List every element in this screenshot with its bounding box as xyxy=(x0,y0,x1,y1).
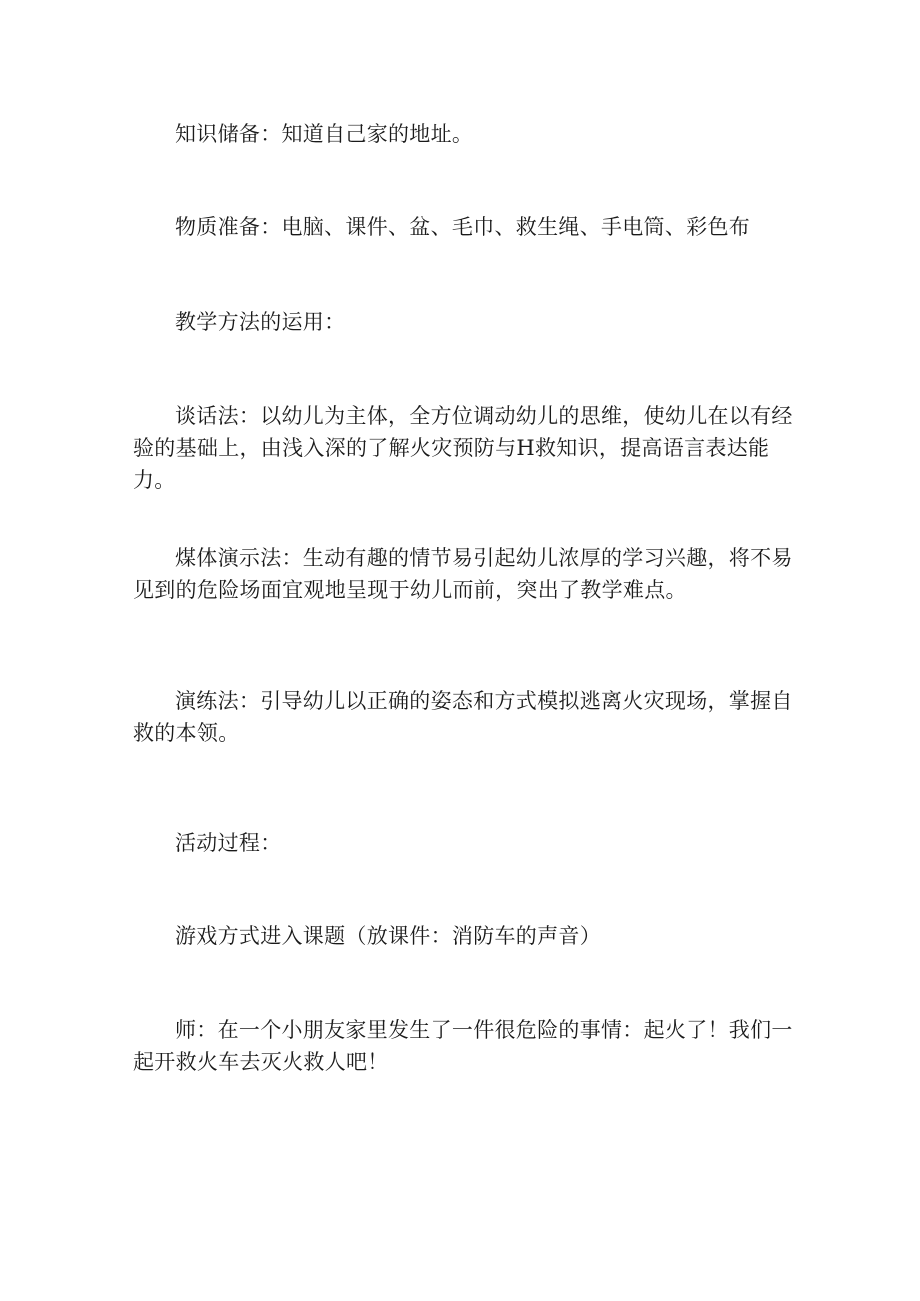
paragraph-teacher-dialogue: 师：在一个小朋友家里发生了一件很危险的事情：起火了！我们一起开救火车去灭火救人吧！ xyxy=(133,1018,793,1074)
paragraph-drill-method: 演练法：引导幼儿以正确的姿态和方式模拟逃离火灾现场，掌握自救的本领。 xyxy=(133,689,793,745)
paragraph-activity-process-heading: 活动过程： xyxy=(175,831,282,855)
paragraph-game-introduction: 游戏方式进入课题（放课件：消防车的声音） xyxy=(175,924,601,948)
paragraph-material-preparation: 物质准备：电脑、课件、盆、毛巾、救生绳、手电筒、彩色布 xyxy=(175,215,751,239)
paragraph-knowledge-preparation: 知识储备：知道自己家的地址。 xyxy=(175,122,474,146)
paragraph-media-demonstration-method: 煤体演示法：生动有趣的情节易引起幼儿浓厚的学习兴趣，将不易见到的危险场面宜观地呈现于幼儿而前，突出了教学难点。 xyxy=(133,546,793,602)
paragraph-teaching-methods-heading: 教学方法的运用： xyxy=(175,310,346,334)
paragraph-conversation-method: 谈话法：以幼儿为主体，全方位调动幼儿的思维，使幼儿在以有经验的基础上，由浅入深的了解火灾预防与H救知识，提高语言表达能力。 xyxy=(133,404,793,492)
